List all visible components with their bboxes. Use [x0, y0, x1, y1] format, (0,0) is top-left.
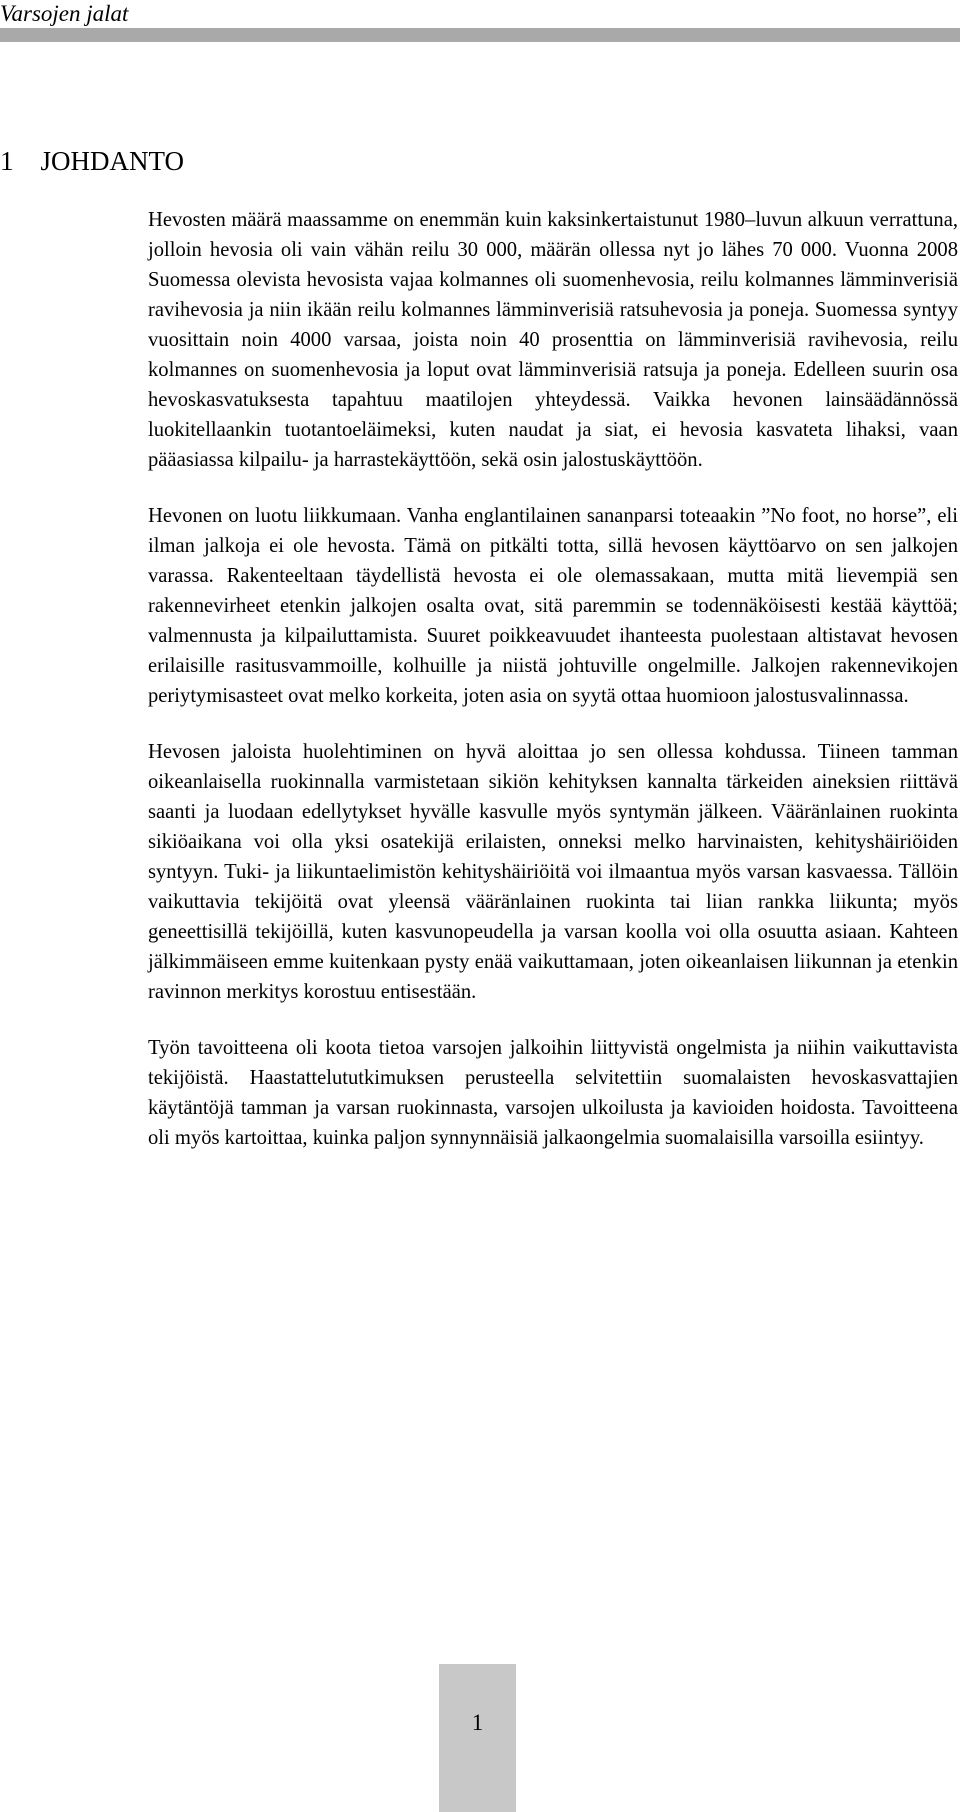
paragraph-objective: Työn tavoitteena oli koota tietoa varsojen jalkoihin liittyvistä ongelmista ja niihin vaikuttavista tekijöistä. Haastattelututkimuksen perusteella selvitettiin suomalaisten hevoskasvattajien käytäntöjä tamman ja varsan ruokinnasta, varsojen ulkoilusta ja kavioiden hoidosta. Tavoitteena oli myös kartoittaa, kuinka paljon synnynnäisiä jalkaongelmia suomalaisilla varsoilla esiintyy.: [148, 1037, 958, 1149]
section-heading: [0, 144, 184, 178]
section-number: 1: [0, 146, 14, 176]
page-number: 1: [471, 1710, 484, 1735]
paragraph-care: Hevosen jaloista huolehtiminen on hyvä aloittaa jo sen ollessa kohdussa. Tiineen tamman oikeanlaisella ruokinnalla varmistetaan sikiön kehityksen kannalta tärkeiden aineksien riittävä saanti ja luodaan edellytykset hyvälle kasvulle myös syntymän jälkeen. Vääränlainen ruokinta sikiöaikana voi olla yksi osatekijä erilaisten, onneksi melko harvinaisten, kehityshäiriöiden syntyyn. Tuki- ja liikuntaelimistön kehityshäiriöitä voi ilmaantua myös varsan kasvaessa. Tällöin vaikuttavia tekijöitä ovat yleensä vääränlainen ruokinta tai liian rankka liikunta; myös geneettisillä tekijöillä, kuten kasvunopeudella ja varsan koolla voi olla osuutta asiaan. Kahteen jälkimmäiseen emme kuitenkaan pysty enää vaikuttamaan, joten oikeanlaisen liikunnan ja etenkin ravinnon merkitys korostuu entisestään.: [148, 741, 958, 1003]
body-text: [148, 205, 958, 1179]
paragraph-intro: Hevosten määrä maassamme on enemmän kuin kaksinkertaistunut 1980–luvun alkuun verrattuna, jolloin hevosia oli vain vähän reilu 30 000, määrän ollessa nyt jo lähes 70 000. Vuonna 2008 Suomessa olevista hevosista vajaa kolmannes oli suomenhevosia, reilu kolmannes lämminverisiä ravihevosia ja niin ikään reilu kolmannes lämminverisiä ratsuhevosia ja poneja. Suomessa syntyy vuosittain noin 4000 varsaa, joista noin 40 prosenttia on lämminverisiä ravihevosia, reilu kolmannes on suomenhevosia ja loput ovat lämminverisiä ratsuja ja poneja. Edelleen suurin osa hevoskasvatuksesta tapahtuu maatilojen yhteydessä. Vaikka hevonen lainsäädännössä luokitellaankin tuotantoeläimeksi, kuten naudat ja siat, ei hevosia kasvateta lihaksi, vaan pääasiassa kilpailu- ja harrastekäyttöön, sekä osin jalostuskäyttöön.: [148, 209, 958, 471]
paragraph-movement: Hevonen on luotu liikkumaan. Vanha englantilainen sananparsi toteaakin ”No foot, no horse”, eli ilman jalkoja ei ole hevosta. Tämä on pitkälti totta, sillä hevosen käyttöarvo on sen jalkojen varassa. Rakenteeltaan täydellistä hevosta ei ole olemassakaan, mutta mitä lievempiä sen rakennevirheet etenkin jalkojen osalta ovat, sitä paremmin se todennäköisesti kestää käyttöä; valmennusta ja kilpailuttamista. Suuret poikkeavuudet ihanteesta puolestaan altistavat hevosen erilaisille rasitusvammoille, kolhuille ja niistä johtuville ongelmille. Jalkojen rakennevikojen periytymisasteet ovat melko korkeita, joten asia on syytä ottaa huomioon jalostusvalinnassa.: [148, 505, 958, 707]
running-header: Varsojen jalat: [0, 1, 129, 26]
page-number-box: [439, 1664, 516, 1812]
section-title: JOHDANTO: [40, 146, 185, 176]
header-rule: [0, 28, 960, 42]
